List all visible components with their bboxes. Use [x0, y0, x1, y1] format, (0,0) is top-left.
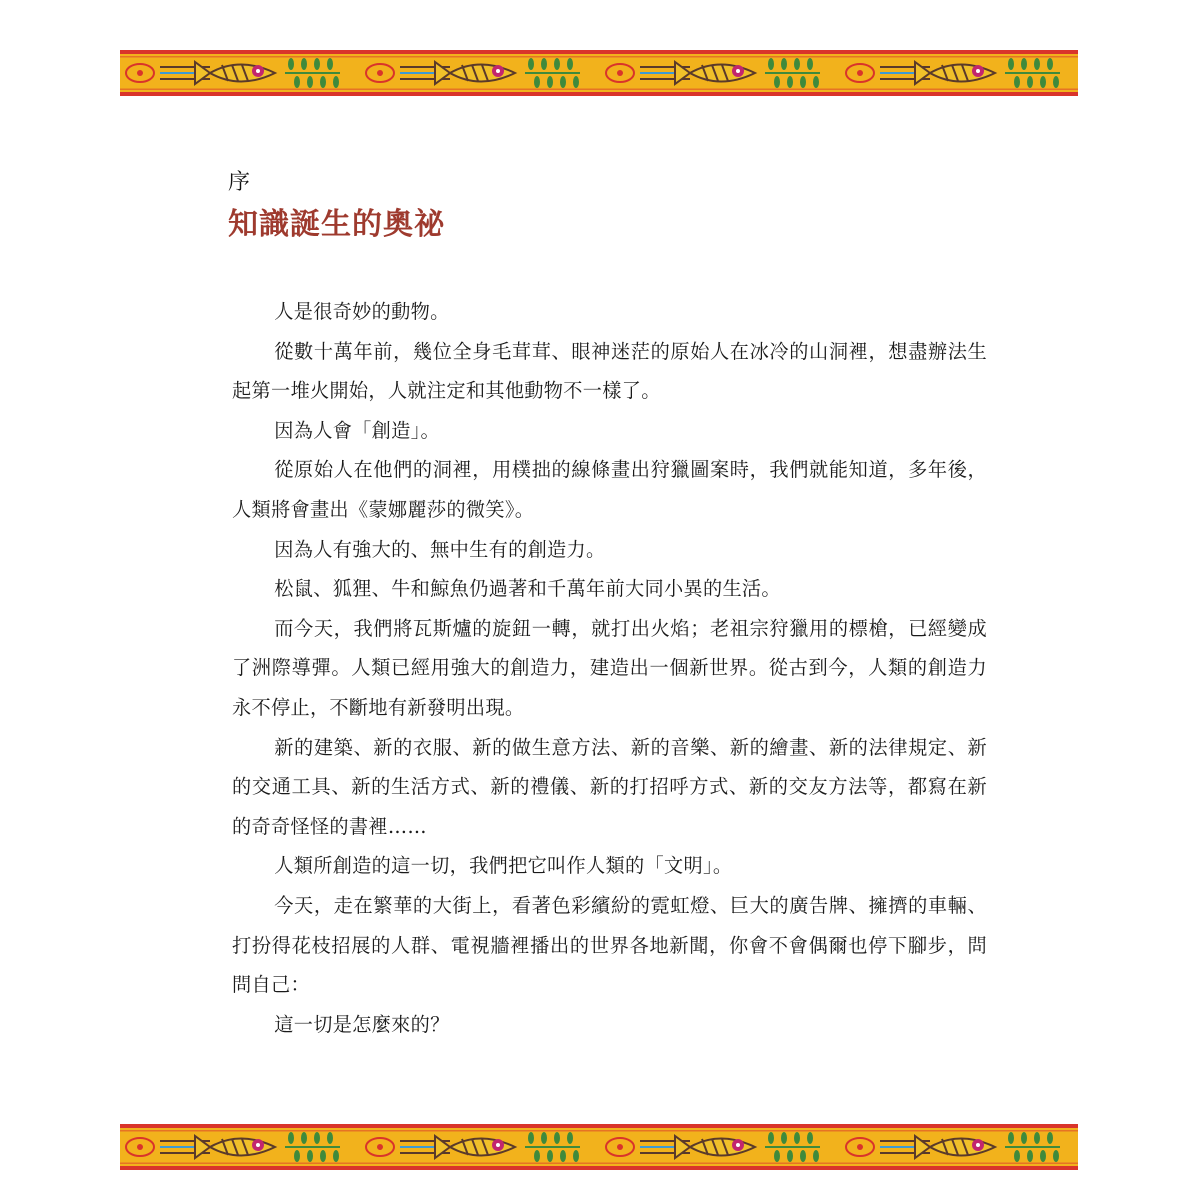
fish-leaf-border-icon [120, 50, 1078, 96]
top-decorative-border [120, 50, 1078, 96]
fish-leaf-border-icon [120, 1124, 1078, 1170]
paragraph: 新的建築、新的衣服、新的做生意方法、新的音樂、新的繪畫、新的法律規定、新的交通工具、新的生活方式、新的禮儀、新的打招呼方式、新的交友方法等，都寫在新的奇奇怪怪的書裡…… [232, 735, 987, 838]
paragraph: 而今天，我們將瓦斯爐的旋鈕一轉，就打出火焰；老祖宗狩獵用的標槍，已經變成了洲際導彈。人類已經用強大的創造力，建造出一個新世界。從古到今，人類的創造力永不停止，不斷地有新發明出現。 [232, 616, 987, 719]
body-text [232, 292, 987, 1044]
paragraph: 從數十萬年前，幾位全身毛茸茸、眼神迷茫的原始人在冰冷的山洞裡，想盡辦法生起第一堆火開始，人就注定和其他動物不一樣了。 [232, 339, 987, 403]
page-title: 知識誕生的奧祕 [228, 207, 445, 242]
paragraph: 人是很奇妙的動物。 [274, 300, 450, 323]
bottom-decorative-border [120, 1124, 1078, 1170]
paragraph: 從原始人在他們的洞裡，用樸拙的線條畫出狩獵圖案時，我們就能知道，多年後，人類將會畫出《蒙娜麗莎的微笑》。 [232, 458, 987, 521]
paragraph: 因為人會「創造」。 [274, 418, 441, 442]
section-label: 序 [228, 170, 251, 195]
paragraph: 因為人有強大的、無中生有的創造力。 [274, 537, 606, 561]
paragraph: 松鼠、狐狸、牛和鯨魚仍過著和千萬年前大同小異的生活。 [274, 577, 781, 601]
paragraph: 人類所創造的這一切，我們把它叫作人類的「文明」。 [274, 854, 733, 878]
paragraph: 今天，走在繁華的大街上，看著色彩繽紛的霓虹燈、巨大的廣告牌、擁擠的車輛、打扮得花枝招展的人群、電視牆裡播出的世界各地新聞，你會不會偶爾也停下腳步，問問自己： [232, 893, 987, 997]
paragraph: 這一切是怎麼來的？ [274, 1012, 450, 1036]
